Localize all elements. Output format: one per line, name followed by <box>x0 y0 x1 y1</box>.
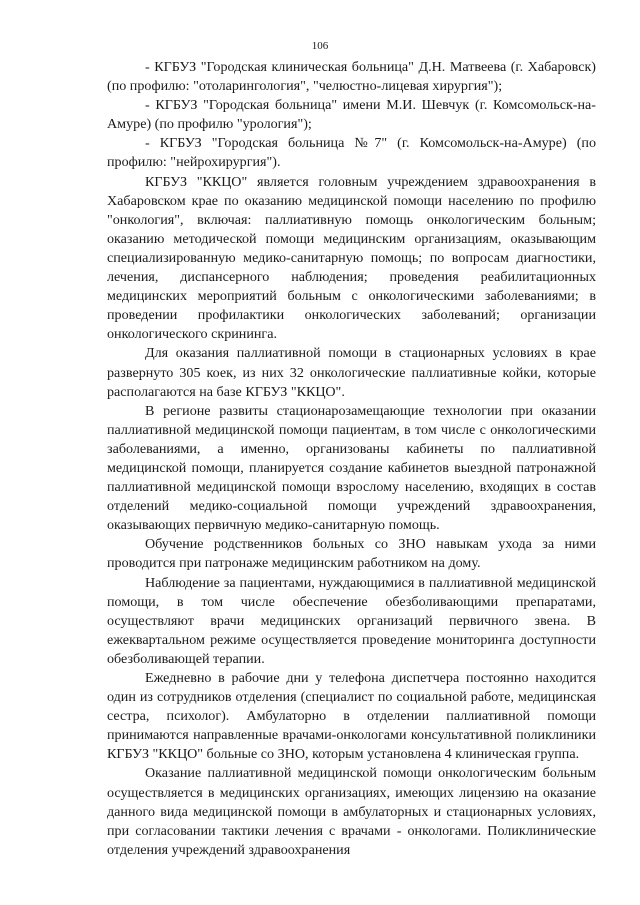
paragraph-outpatient-technologies: В регионе развиты стационарозамещающие технологии при оказании паллиативной медицинской помощи пациентам, в том числе с онкологическими заболеваниями, а именно, организованы кабинеты по паллиативной медицинской помощи, планируется создание кабинетов выездной патронажной паллиативной медицинской помощи взрослому населению, входящих в состав отделений медико-социальной помощи учреждений здравоохранения, оказывающих первичную медико-санитарную помощь. <box>107 402 596 534</box>
paragraph-facility-matveev: - КГБУЗ "Городская клиническая больница" Д.Н. Матвеева (г. Хабаровск) (по профилю: "отоларингология", "челюстно-лицевая хирургия"); <box>107 59 596 95</box>
paragraph-facility-hospital-7: - КГБУЗ "Городская больница №7" (г. Комсомольск-на-Амуре) (по профилю: "нейрохирургия"). <box>107 135 596 171</box>
page-number: 106 <box>311 40 329 52</box>
paragraph-dispatcher: Ежедневно в рабочие дни у телефона диспетчера постоянно находится один из сотрудников отделения (специалист по социальной работе, медицинская сестра, психолог). Амбулаторно в отделении паллиативной помощи принимаются направленные врачами-онкологами консультативной поликлиники КГБУЗ "ККЦО" больные со ЗНО, которым установлена 4 клиническая группа. <box>107 670 596 763</box>
paragraph-patient-observation: Наблюдение за пациентами, нуждающимися в паллиативной медицинской помощи, в том числе обеспечение обезболивающими препаратами, осуществляют врачи медицинских организаций первичного звена. В ежеквартальном режиме осуществляется проведение мониторинга доступности обезболивающей терапии. <box>107 574 596 667</box>
paragraph-palliative-provision: Оказание паллиативной медицинской помощи онкологическим больным осуществляется в медицинских организациях, имеющих лицензию на оказание данного вида медицинской помощи в амбулаторных и стационарных условиях, при согласовании тактики лечения с врачами - онкологами. Поликлинические отделения учреждений здравоохранения <box>107 765 596 858</box>
paragraph-relatives-training: Обучение родственников больных со ЗНО навыкам ухода за ними проводится при патронаже медицинским работником на дому. <box>107 536 596 572</box>
paragraph-palliative-beds: Для оказания паллиативной помощи в стационарных условиях в крае развернуто 305 коек, из них 32 онкологические паллиативные койки, которые располагаются на базе КГБУЗ "ККЦО". <box>107 345 596 400</box>
document-body <box>107 58 596 860</box>
paragraph-kkco-role: КГБУЗ "ККЦО" является головным учреждением здравоохранения в Хабаровском крае по оказанию медицинской помощи населению по профилю "онкология", включая: паллиативную помощь онкологическим больным; оказанию методической помощи медицинским организациям, оказывающим специализированную медико-санитарную помощь; по вопросам диагностики, лечения, диспансерного наблюдения; проведения реабилитационных медицинских мероприятий больным с онкологическими заболеваниями; в проведении профилактики онкологических заболеваний; организации онкологического скрининга. <box>107 173 596 343</box>
paragraph-facility-shevchuk: - КГБУЗ "Городская больница" имени М.И. Шевчук (г. Комсомольск-на-Амуре) (по профилю "урология"); <box>107 97 596 133</box>
